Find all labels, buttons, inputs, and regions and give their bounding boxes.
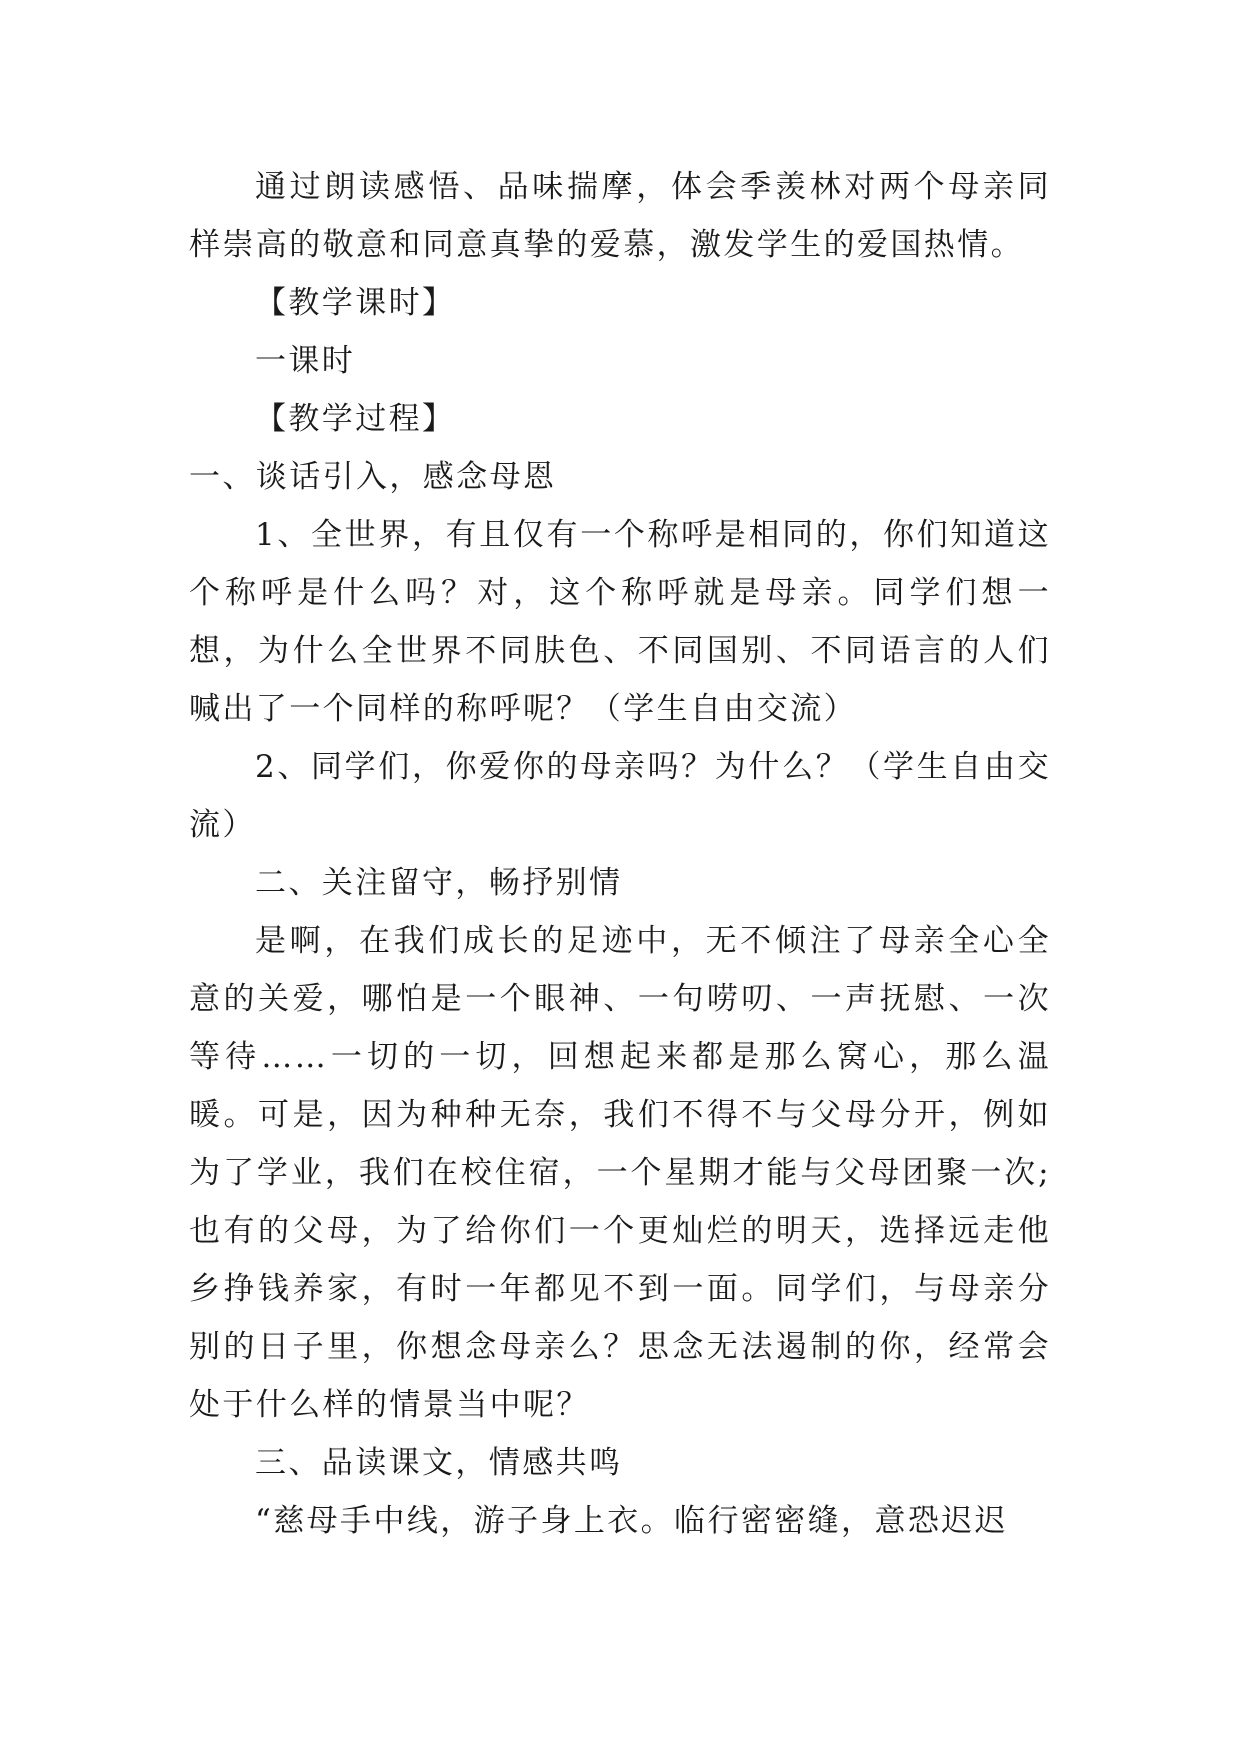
- section-3-title: 三、品读课文，情感共鸣: [255, 1445, 623, 1481]
- section-3-poem-quote: “慈母手中线，游子身上衣。临行密密缝，意恐迟迟: [255, 1503, 1009, 1539]
- section-1-title: 一、谈话引入，感念母恩: [189, 459, 557, 495]
- section-2-body: 是啊，在我们成长的足迹中，无不倾注了母亲全心全意的关爱，哪怕是一个眼神、一句唠叨、一声抚慰、一次等待……一切的一切，回想起来都是那么窝心，那么温暖。可是，因为种种无奈，我们不得不与父母分开，例如为了学业，我们在校住宿，一个星期才能与父母团聚一次;也有的父母，为了给你们一个更灿烂的明天，选择远走他乡挣钱养家，有时一年都见不到一面。同学们，与母亲分别的日子里，你想念母亲么？思念无法遏制的你，经常会处于什么样的情景当中呢？: [189, 923, 1051, 1423]
- lesson-time-heading: 【教学课时】: [255, 285, 456, 321]
- section-1-question-2: 2、同学们，你爱你的母亲吗？为什么？（学生自由交流）: [189, 749, 1051, 843]
- section-2-title: 二、关注留守，畅抒别情: [255, 865, 623, 901]
- lesson-time-text: 一课时: [255, 343, 356, 379]
- teaching-goal-paragraph: 通过朗读感悟、品味揣摩，体会季羡林对两个母亲同样崇高的敬意和同意真挚的爱慕，激发学生的爱国热情。: [189, 169, 1051, 263]
- teaching-process-heading: 【教学过程】: [255, 401, 456, 437]
- document-body: [189, 158, 1051, 1550]
- section-1-question-1: 1、全世界，有且仅有一个称呼是相同的，你们知道这个称呼是什么吗？对，这个称呼就是母亲。同学们想一想，为什么全世界不同肤色、不同国别、不同语言的人们喊出了一个同样的称呼呢？（学生自由交流）: [189, 517, 1051, 727]
